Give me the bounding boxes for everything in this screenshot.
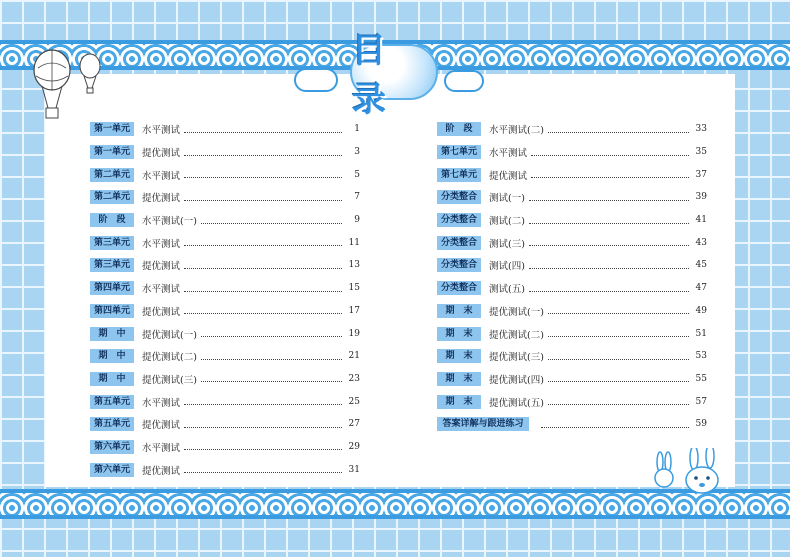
page-number: 53 (695, 351, 707, 362)
contents-entry[interactable] (90, 458, 360, 481)
dot-leader (529, 245, 689, 246)
contents-entry[interactable] (90, 322, 360, 345)
section-tag: 分类整合 (437, 258, 481, 272)
page-number: 45 (695, 260, 707, 271)
page-number: 37 (695, 169, 707, 180)
entry-title: 提优测试 (142, 148, 181, 160)
section-tag: 第一单元 (90, 122, 134, 136)
contents-entry[interactable] (437, 345, 707, 368)
page-number: 11 (348, 237, 360, 248)
entry-title: 测试(一) (489, 193, 525, 205)
contents-entry[interactable] (90, 231, 360, 254)
page-number: 17 (348, 305, 360, 316)
cloud-icon (294, 68, 338, 92)
dot-leader (184, 449, 342, 450)
contents-entry[interactable] (437, 277, 707, 300)
entry-title: 提优测试 (142, 306, 181, 318)
entry-title: 测试(四) (489, 261, 525, 273)
page-number: 39 (695, 192, 707, 203)
contents-entry[interactable] (90, 163, 360, 186)
page-number: 3 (354, 147, 360, 158)
section-tag: 期 中 (90, 327, 134, 341)
dot-leader (529, 291, 689, 292)
entry-title: 提优测试 (142, 420, 181, 432)
section-tag: 第五单元 (90, 417, 134, 431)
contents-left-column (90, 118, 360, 481)
contents-entry[interactable] (90, 277, 360, 300)
contents-entry[interactable] (90, 300, 360, 323)
section-tag: 期 中 (90, 349, 134, 363)
cloud-icon (444, 70, 484, 92)
entry-title: 水平测试 (142, 170, 181, 182)
entry-title: 水平测试 (142, 397, 181, 409)
page-number: 43 (695, 237, 707, 248)
dot-leader (184, 268, 342, 269)
answers-tag: 答案详解与跟进练习 (437, 417, 529, 431)
contents-entry[interactable] (437, 390, 707, 413)
entry-title: 水平测试 (489, 148, 528, 160)
section-tag: 阶 段 (437, 122, 481, 136)
page-number: 41 (695, 215, 707, 226)
entry-title: 提优测试(一) (489, 306, 544, 318)
section-tag: 分类整合 (437, 190, 481, 204)
entry-title: 提优测试 (142, 261, 181, 273)
section-tag: 第二单元 (90, 190, 134, 204)
dot-leader (184, 404, 342, 405)
page-number: 59 (695, 419, 707, 430)
contents-entry[interactable] (90, 186, 360, 209)
entry-title: 提优测试 (142, 193, 181, 205)
dot-leader (201, 359, 342, 360)
contents-entry[interactable] (90, 436, 360, 459)
contents-entry[interactable] (437, 231, 707, 254)
page-number: 5 (354, 169, 360, 180)
entry-title: 水平测试 (142, 125, 181, 137)
contents-entry[interactable] (437, 322, 707, 345)
dot-leader (531, 177, 689, 178)
section-tag: 期 末 (437, 372, 481, 386)
page-number: 7 (354, 192, 360, 203)
section-tag: 第五单元 (90, 395, 134, 409)
contents-entry[interactable] (437, 254, 707, 277)
contents-entry[interactable] (437, 300, 707, 323)
contents-entry[interactable] (90, 209, 360, 232)
entry-title: 提优测试(二) (142, 352, 197, 364)
page-number: 33 (695, 124, 707, 135)
title-bubble (350, 31, 438, 120)
dot-leader (548, 381, 689, 382)
dot-leader (184, 472, 342, 473)
dot-leader (184, 291, 342, 292)
entry-title: 提优测试 (489, 170, 528, 182)
dot-leader (548, 313, 689, 314)
page-number: 29 (348, 441, 360, 452)
page-number: 19 (348, 328, 360, 339)
page-number: 15 (348, 283, 360, 294)
section-tag: 第二单元 (90, 168, 134, 182)
dot-leader (201, 223, 342, 224)
dot-leader (548, 132, 689, 133)
section-tag: 第六单元 (90, 463, 134, 477)
page-number: 35 (695, 147, 707, 158)
contents-entry[interactable] (437, 209, 707, 232)
section-tag: 分类整合 (437, 236, 481, 250)
contents-entry[interactable] (437, 163, 707, 186)
entry-title: 提优测试(一) (142, 329, 197, 341)
entry-title: 提优测试(五) (489, 397, 544, 409)
section-tag: 第七单元 (437, 168, 481, 182)
dot-leader (541, 427, 689, 428)
entry-title: 水平测试 (142, 442, 181, 454)
section-tag: 第七单元 (437, 145, 481, 159)
contents-entry[interactable] (90, 254, 360, 277)
section-tag: 第四单元 (90, 281, 134, 295)
dot-leader (184, 200, 342, 201)
contents-entry[interactable] (90, 413, 360, 436)
section-tag: 分类整合 (437, 281, 481, 295)
dot-leader (548, 336, 689, 337)
section-tag: 阶 段 (90, 213, 134, 227)
contents-entry[interactable] (437, 118, 707, 141)
section-tag: 第三单元 (90, 258, 134, 272)
entry-title: 测试(二) (489, 216, 525, 228)
title-area (340, 31, 450, 120)
dot-leader (184, 313, 342, 314)
entry-title: 水平测试(二) (489, 125, 544, 137)
contents-entry[interactable] (437, 141, 707, 164)
dot-leader (201, 336, 342, 337)
page-number: 57 (695, 396, 707, 407)
bunny-illustration-icon (648, 448, 738, 498)
contents-right-column (437, 118, 707, 436)
dot-leader (201, 381, 342, 382)
page-title: 目录 (352, 31, 396, 120)
section-tag: 分类整合 (437, 213, 481, 227)
dot-leader (184, 132, 342, 133)
section-tag: 第三单元 (90, 236, 134, 250)
page-number: 1 (354, 124, 360, 135)
entry-title: 提优测试 (142, 465, 181, 477)
page-number: 49 (695, 305, 707, 316)
contents-entry[interactable] (90, 118, 360, 141)
page-number: 21 (348, 351, 360, 362)
dot-leader (184, 155, 342, 156)
entry-title: 水平测试 (142, 238, 181, 250)
contents-entry[interactable] (90, 390, 360, 413)
dot-leader (548, 359, 689, 360)
page-number: 31 (348, 464, 360, 475)
page-number: 55 (695, 373, 707, 384)
contents-entry[interactable] (437, 368, 707, 391)
dot-leader (529, 223, 689, 224)
page-number: 9 (354, 215, 360, 226)
entry-title: 提优测试(二) (489, 329, 544, 341)
entry-title: 水平测试(一) (142, 216, 197, 228)
page-number: 27 (348, 419, 360, 430)
dot-leader (529, 268, 689, 269)
page-number: 51 (695, 328, 707, 339)
dot-leader (184, 427, 342, 428)
page-number: 25 (348, 396, 360, 407)
dot-leader (529, 200, 689, 201)
contents-entry[interactable] (90, 368, 360, 391)
contents-entry[interactable] (437, 186, 707, 209)
entry-title: 测试(三) (489, 238, 525, 250)
section-tag: 第六单元 (90, 440, 134, 454)
contents-entry[interactable] (90, 345, 360, 368)
entry-title: 提优测试(三) (142, 374, 197, 386)
dot-leader (184, 245, 342, 246)
section-tag: 第四单元 (90, 304, 134, 318)
dot-leader (531, 155, 689, 156)
section-tag: 期 中 (90, 372, 134, 386)
entry-title: 提优测试(四) (489, 374, 544, 386)
section-tag: 第一单元 (90, 145, 134, 159)
page-number: 23 (348, 373, 360, 384)
dot-leader (548, 404, 689, 405)
dot-leader (184, 177, 342, 178)
page-number: 47 (695, 283, 707, 294)
section-tag: 期 末 (437, 327, 481, 341)
page-number: 13 (348, 260, 360, 271)
section-tag: 期 末 (437, 349, 481, 363)
contents-entry[interactable] (90, 141, 360, 164)
entry-title: 水平测试 (142, 284, 181, 296)
section-tag: 期 末 (437, 395, 481, 409)
section-tag: 期 末 (437, 304, 481, 318)
contents-entry-answers[interactable] (437, 413, 707, 436)
entry-title: 提优测试(三) (489, 352, 544, 364)
entry-title: 测试(五) (489, 284, 525, 296)
